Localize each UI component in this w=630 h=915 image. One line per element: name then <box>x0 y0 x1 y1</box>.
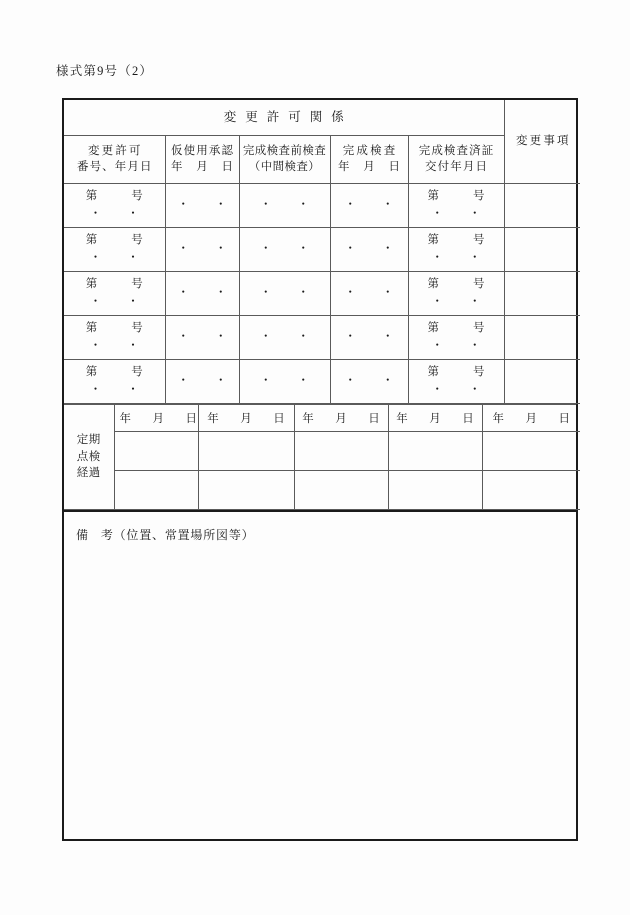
periodic-inspection-section <box>64 404 576 510</box>
inspection-entry-cell[interactable] <box>482 471 580 510</box>
cell-completion-inspection-date[interactable]: ・ ・ <box>330 360 408 404</box>
column-header-provisional-use <box>165 136 239 184</box>
cell-pre-completion-inspection[interactable]: ・ ・ <box>239 228 330 272</box>
remarks-label-prefix: 備 <box>76 528 89 542</box>
cell-completion-inspection-date[interactable]: ・ ・ <box>330 272 408 316</box>
table-column-header-row <box>64 136 580 184</box>
certificate-number-text: 第 号 <box>427 321 485 334</box>
inspection-date-header-5: 年 月 日 <box>482 405 580 432</box>
column-header-pre-completion-inspection-line2: （中間検査） <box>248 160 321 173</box>
periodic-inspection-label-line1: 定期 <box>76 433 101 446</box>
banner-cell <box>64 100 504 136</box>
table-row <box>64 272 580 316</box>
inspection-entry-cell[interactable] <box>482 432 580 471</box>
cell-certificate-number[interactable] <box>408 316 504 360</box>
table-row <box>64 228 580 272</box>
inspection-entry-cell[interactable] <box>198 432 294 471</box>
cell-provisional-use-date[interactable]: ・ ・ <box>165 184 239 228</box>
inspection-header-row <box>64 405 580 432</box>
cell-provisional-use-date[interactable]: ・ ・ <box>165 228 239 272</box>
periodic-inspection-label-line3: 経過 <box>76 467 101 480</box>
column-header-certificate <box>408 136 504 184</box>
cell-certificate-number[interactable] <box>408 228 504 272</box>
cell-change-item[interactable] <box>504 228 580 272</box>
table-row <box>64 316 580 360</box>
periodic-inspection-label <box>64 405 114 510</box>
permit-number-text: 第 号 <box>85 233 143 246</box>
cell-change-item[interactable] <box>504 360 580 404</box>
permit-date-dots: ・ ・ <box>89 295 139 308</box>
permit-date-dots: ・ ・ <box>89 251 139 264</box>
cell-completion-inspection-date[interactable]: ・ ・ <box>330 228 408 272</box>
certificate-number-text: 第 号 <box>427 189 485 202</box>
cell-change-item[interactable] <box>504 184 580 228</box>
cell-pre-completion-inspection[interactable]: ・ ・ <box>239 184 330 228</box>
cell-completion-inspection-date[interactable]: ・ ・ <box>330 316 408 360</box>
permit-date-dots: ・ ・ <box>89 207 139 220</box>
column-header-pre-completion-inspection-line1: 完成検査前検査 <box>242 144 327 157</box>
column-header-permit-number-line1: 変更許可 <box>87 144 143 157</box>
cell-permit-number[interactable] <box>64 228 165 272</box>
column-header-completion-inspection <box>330 136 408 184</box>
cell-certificate-number[interactable] <box>408 272 504 316</box>
column-header-completion-inspection-line1: 完成検査 <box>342 144 398 157</box>
inspection-date-header-2: 年 月 日 <box>198 405 294 432</box>
certificate-number-text: 第 号 <box>427 277 485 290</box>
permit-number-text: 第 号 <box>85 189 143 202</box>
permit-number-text: 第 号 <box>85 277 143 290</box>
change-permit-table <box>64 100 580 404</box>
column-header-certificate-line2: 交付年月日 <box>425 160 489 173</box>
cell-certificate-number[interactable] <box>408 184 504 228</box>
inspection-entry-row <box>64 432 580 471</box>
column-header-permit-number-line2: 番号、年月日 <box>76 160 153 173</box>
cell-pre-completion-inspection[interactable]: ・ ・ <box>239 360 330 404</box>
column-header-provisional-use-line2: 年 月 日 <box>171 160 235 173</box>
cell-provisional-use-date[interactable]: ・ ・ <box>165 272 239 316</box>
inspection-date-header-1: 年 月 日 <box>114 405 198 432</box>
inspection-entry-cell[interactable] <box>388 432 482 471</box>
change-permit-data-rows <box>64 184 580 404</box>
certificate-date-dots: ・ ・ <box>431 207 481 220</box>
inspection-entry-cell[interactable] <box>114 432 198 471</box>
column-header-change-item-label: 変更事項 <box>515 134 571 147</box>
periodic-inspection-label-line2: 点検 <box>76 450 101 463</box>
cell-provisional-use-date[interactable]: ・ ・ <box>165 360 239 404</box>
column-header-pre-completion-inspection <box>239 136 330 184</box>
cell-pre-completion-inspection[interactable]: ・ ・ <box>239 272 330 316</box>
table-banner-row <box>64 100 580 136</box>
inspection-entry-cell[interactable] <box>294 432 388 471</box>
inspection-entry-cell[interactable] <box>388 471 482 510</box>
cell-permit-number[interactable] <box>64 272 165 316</box>
column-header-change-item <box>504 100 580 184</box>
cell-provisional-use-date[interactable]: ・ ・ <box>165 316 239 360</box>
cell-permit-number[interactable] <box>64 360 165 404</box>
certificate-number-text: 第 号 <box>427 365 485 378</box>
cell-change-item[interactable] <box>504 316 580 360</box>
column-header-provisional-use-line1: 仮使用承認 <box>171 144 235 157</box>
table-row <box>64 184 580 228</box>
permit-date-dots: ・ ・ <box>89 339 139 352</box>
permit-number-text: 第 号 <box>85 321 143 334</box>
remarks-section <box>64 510 576 850</box>
certificate-date-dots: ・ ・ <box>431 251 481 264</box>
remarks-input-area[interactable] <box>64 512 576 850</box>
inspection-entry-cell[interactable] <box>294 471 388 510</box>
remarks-label <box>76 526 254 543</box>
banner-label: 変更許可関係 <box>223 109 353 124</box>
certificate-number-text: 第 号 <box>427 233 485 246</box>
inspection-entry-cell[interactable] <box>114 471 198 510</box>
permit-date-dots: ・ ・ <box>89 383 139 396</box>
cell-permit-number[interactable] <box>64 316 165 360</box>
inspection-entry-cell[interactable] <box>198 471 294 510</box>
form-frame <box>62 98 578 841</box>
cell-completion-inspection-date[interactable]: ・ ・ <box>330 184 408 228</box>
certificate-date-dots: ・ ・ <box>431 383 481 396</box>
table-row <box>64 360 580 404</box>
cell-change-item[interactable] <box>504 272 580 316</box>
certificate-date-dots: ・ ・ <box>431 339 481 352</box>
remarks-label-suffix: 考（位置、常置場所図等） <box>100 528 255 542</box>
cell-certificate-number[interactable] <box>408 360 504 404</box>
form-number-title: 様式第9号（2） <box>56 64 154 78</box>
periodic-inspection-table <box>64 405 580 510</box>
column-header-certificate-line1: 完成検査済証 <box>418 144 495 157</box>
permit-number-text: 第 号 <box>85 365 143 378</box>
certificate-date-dots: ・ ・ <box>431 295 481 308</box>
cell-permit-number[interactable] <box>64 184 165 228</box>
inspection-entry-row <box>64 471 580 510</box>
cell-pre-completion-inspection[interactable]: ・ ・ <box>239 316 330 360</box>
column-header-completion-inspection-line2: 年 月 日 <box>338 160 402 173</box>
inspection-date-header-3: 年 月 日 <box>294 405 388 432</box>
inspection-date-header-4: 年 月 日 <box>388 405 482 432</box>
column-header-permit-number <box>64 136 165 184</box>
